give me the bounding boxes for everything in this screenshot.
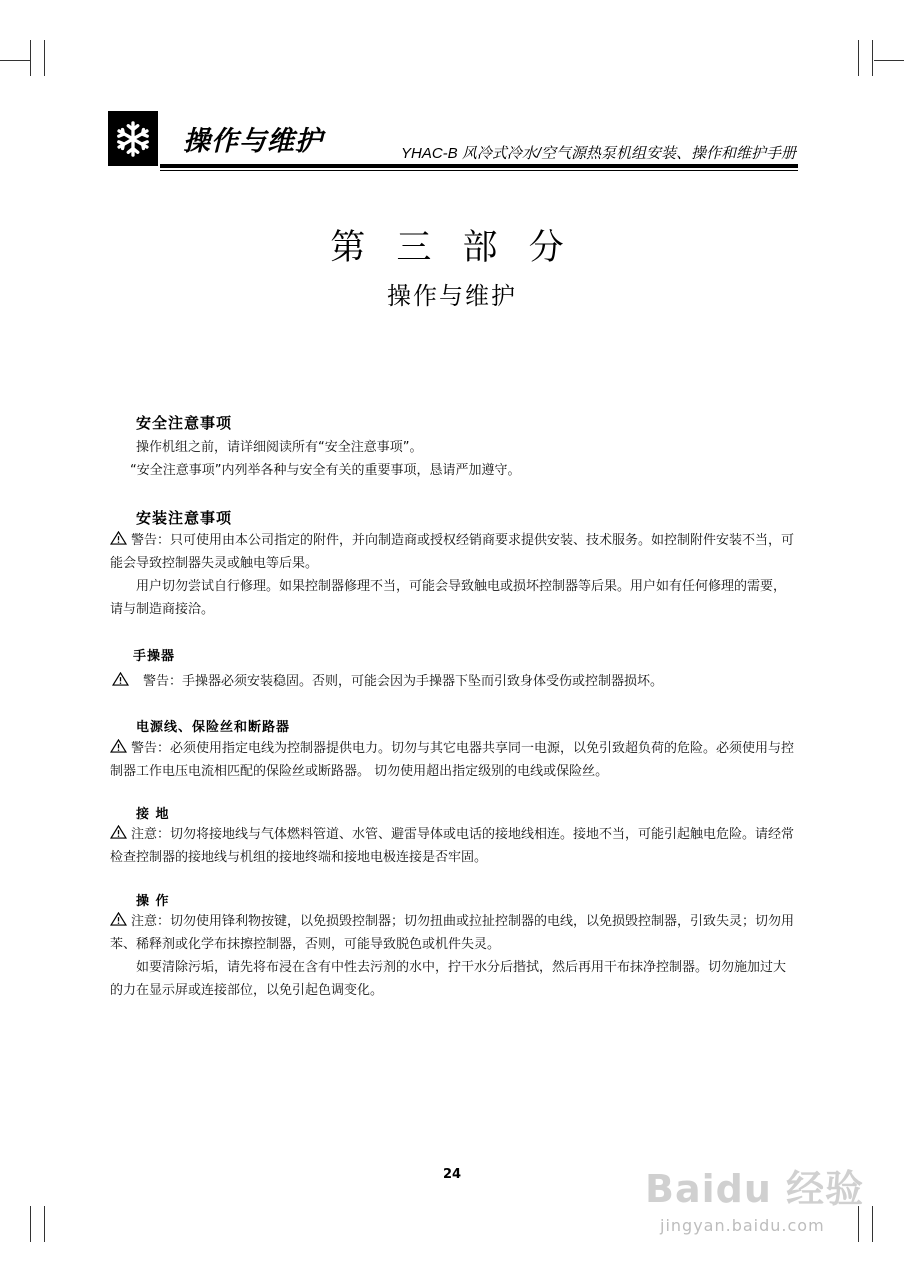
- warning-triangle-icon: [110, 739, 127, 753]
- install-warning: [110, 529, 798, 575]
- header-manual-title: YHAC-B 风冷式冷水/空气源热泵机组安装、操作和维护手册: [400, 145, 796, 162]
- crop-mark: [874, 60, 904, 61]
- install-heading: 安装注意事项: [136, 509, 233, 527]
- ground-note-text: 注意：切勿将接地线与气体燃料管道、水管、避雷导体或电话的接地线相连。接地不当，可能引起触电危险。请经常检查控制器的接地线与机组的接地终端和接地电极连接是否牢固。: [110, 827, 795, 865]
- part-subtitle: 操作与维护: [387, 282, 517, 310]
- operation-note-text: 注意：切勿使用锋利物按键，以免损毁控制器；切勿扭曲或拉扯控制器的电线，以免损毁控制器，引致失灵；切勿用苯、稀释剂或化学布抹擦控制器，否则，可能导致脱色或机件失灵。: [110, 914, 795, 952]
- power-warning: [110, 737, 798, 783]
- power-heading: 电源线、保险丝和断路器: [136, 720, 291, 735]
- snowflake-logo-icon: [108, 111, 158, 166]
- safety-heading: 安全注意事项: [136, 414, 233, 432]
- watermark-url: jingyan.baidu.com: [660, 1216, 825, 1235]
- safety-line-1: 操作机组之前，请详细阅读所有“安全注意事项”。: [136, 440, 423, 455]
- install-para-2: 用户切勿尝试自行修理。如果控制器修理不当，可能会导致触电或损坏控制器等后果。用户如有任何修理的需要，请与制造商接洽。: [110, 579, 787, 617]
- crop-mark: [44, 40, 45, 76]
- page-number: 24: [442, 1167, 462, 1182]
- operation-heading: 操 作: [136, 894, 170, 909]
- crop-mark: [858, 40, 859, 76]
- operation-para-2: 如要清除污垢，请先将布浸在含有中性去污剂的水中，拧干水分后揩拭，然后再用干布抹净控制器。切勿施加过大的力在显示屏或连接部位，以免引起色调变化。: [110, 960, 787, 998]
- handset-heading: 手操器: [133, 649, 176, 664]
- header-section-title: 操作与维护: [183, 126, 323, 157]
- power-warning-text: 警告：必须使用指定电线为控制器提供电力。切勿与其它电器共享同一电源，以免引致超负荷的危险。必须使用与控制器工作电压电流相匹配的保险丝或断路器。 切勿使用超出指定级别的电线或保险丝。: [110, 741, 795, 779]
- part-title: 第 三 部 分: [330, 228, 574, 268]
- handset-warning-text: 警告：手操器必须安装稳固。否则，可能会因为手操器下坠而引致身体受伤或控制器损坏。: [143, 674, 664, 689]
- watermark-logo: Baidu 经验: [645, 1167, 865, 1211]
- crop-mark: [30, 40, 31, 76]
- ground-note: [110, 823, 798, 869]
- header-rule: [160, 164, 798, 168]
- crop-mark: [872, 1206, 873, 1242]
- warning-triangle-icon: [110, 912, 127, 926]
- crop-mark: [44, 1206, 45, 1242]
- install-warning-text: 警告：只可使用由本公司指定的附件，并向制造商或授权经销商要求提供安装、技术服务。如控制附件安装不当，可能会导致控制器失灵或触电等后果。: [110, 533, 795, 571]
- safety-line-2: “安全注意事项”内列举各种与安全有关的重要事项，恳请严加遵守。: [130, 463, 521, 478]
- crop-mark: [0, 60, 30, 61]
- ground-heading: 接 地: [136, 807, 170, 822]
- warning-triangle-icon: [112, 672, 129, 686]
- operation-note: [110, 910, 798, 956]
- crop-mark: [30, 1206, 31, 1242]
- handset-warning: [112, 670, 800, 693]
- crop-mark: [872, 40, 873, 76]
- header-rule-thin: [160, 170, 798, 171]
- warning-triangle-icon: [110, 531, 127, 545]
- warning-triangle-icon: [110, 825, 127, 839]
